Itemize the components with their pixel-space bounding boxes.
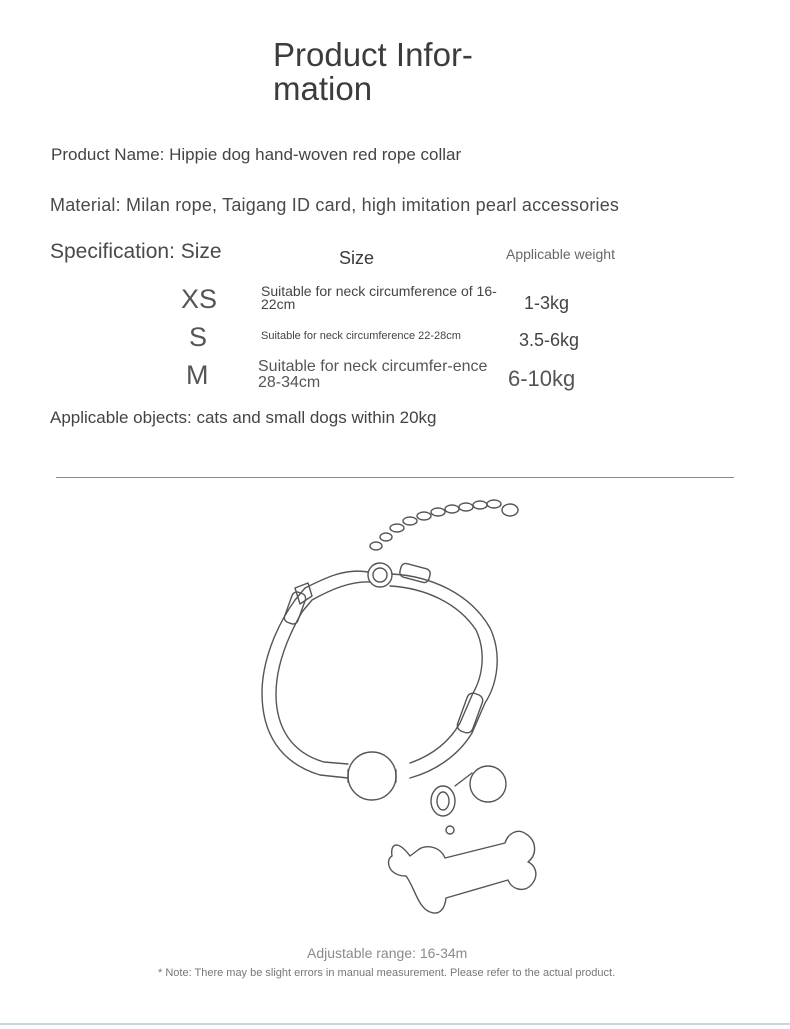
size-s: S	[189, 322, 208, 352]
weight-s: 3.5-6kg	[519, 330, 580, 350]
neck-xs: Suitable for neck circumference of 16-22cm	[261, 283, 497, 312]
measurement-note: * Note: There may be slight errors in manual measurement. Please refer to the actual product.	[158, 967, 616, 979]
applicable-objects: Applicable objects: cats and small dogs within 20kg	[50, 408, 437, 427]
weight-column-header: Applicable weight	[506, 246, 615, 262]
size-column-header: Size	[339, 248, 375, 268]
divider	[56, 477, 734, 478]
weight-m: 6-10kg	[508, 366, 576, 391]
page-title	[273, 38, 523, 106]
neck-s: Suitable for neck circumference 22-28cm	[261, 330, 461, 342]
weight-xs: 1-3kg	[524, 293, 570, 313]
page-title-line: Product Infor-	[273, 36, 473, 73]
size-xs: XS	[181, 284, 218, 314]
material-text: Material: Milan rope, Taigang ID card, high imitation pearl accessories	[50, 195, 620, 215]
size-m: M	[186, 360, 209, 390]
bottom-border	[0, 1023, 790, 1025]
page-title-line: mation	[273, 70, 373, 107]
product-name: Product Name: Hippie dog hand-woven red rope collar	[51, 145, 462, 164]
adjustable-range: Adjustable range: 16-34m	[307, 945, 468, 961]
specification-label: Specification: Size	[50, 240, 222, 263]
chain-icon	[370, 500, 518, 550]
collar-illustration-icon	[240, 488, 560, 928]
neck-m: Suitable for neck circumfer-ence 28-34cm	[258, 358, 488, 391]
